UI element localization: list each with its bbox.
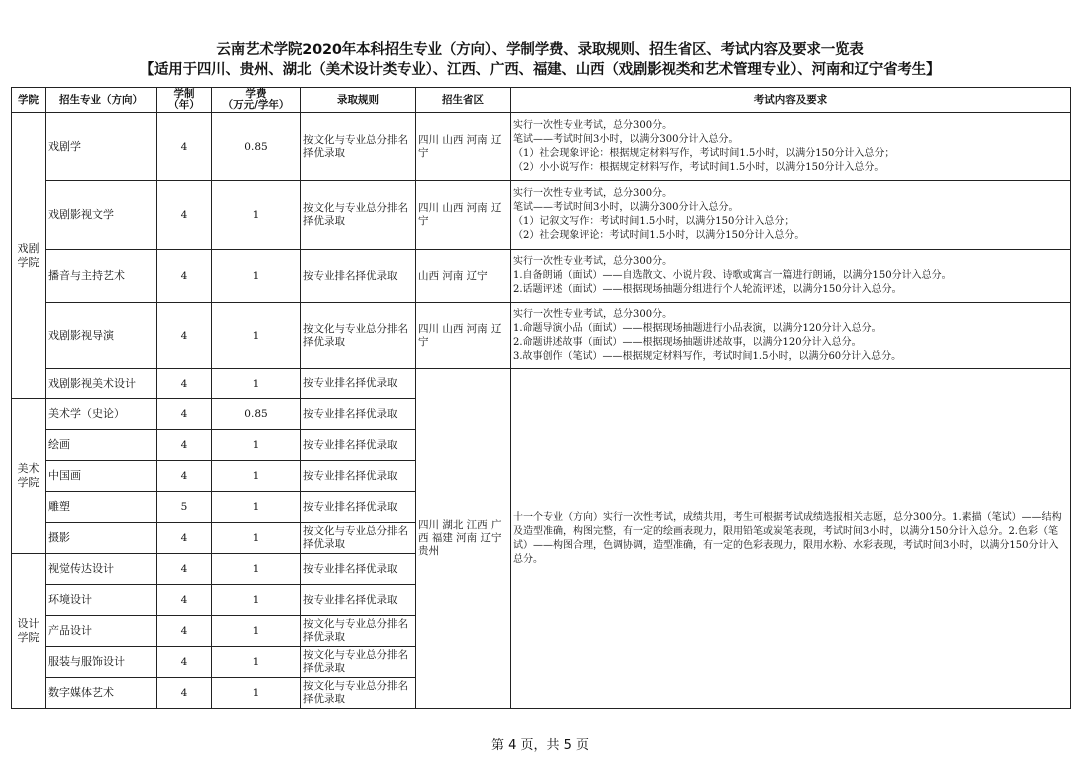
major-name: 数字媒体艺术 (46, 678, 157, 709)
study-years: 4 (157, 181, 212, 250)
shared-province-list: 四川 湖北 江西 广西 福建 河南 辽宁 贵州 (416, 369, 511, 709)
admission-rule: 按专业排名择优录取 (301, 250, 416, 303)
study-years: 4 (157, 616, 212, 647)
table-row (12, 369, 1071, 399)
major-name: 环境设计 (46, 585, 157, 616)
admission-rule: 按文化与专业总分排名择优录取 (301, 113, 416, 181)
admission-rule: 按文化与专业总分排名择优录取 (301, 303, 416, 369)
tuition-fee: 1 (212, 303, 301, 369)
header-province: 招生省区 (416, 88, 511, 113)
admission-rule: 按专业排名择优录取 (301, 399, 416, 430)
tuition-fee: 1 (212, 678, 301, 709)
table-row (12, 250, 1071, 303)
table-row (12, 181, 1071, 250)
study-years: 4 (157, 461, 212, 492)
exam-requirements: 实行一次性专业考试，总分300分。 1.命题导演小品（面试）——根据现场抽题进行小品表演，以满分120分计入总分。 2.命题讲述故事（面试）——根据现场抽题讲述故事，以满分120分计入总分。 3.故事创作（笔试）——根据规定材料写作，考试时间1.5小时，以满分60分计入总分。 (511, 303, 1071, 369)
tuition-fee: 1 (212, 492, 301, 523)
exam-requirements: 实行一次性专业考试，总分300分。 1.自备朗诵（面试）——自选散文、小说片段、诗歌或寓言一篇进行朗诵，以满分150分计入总分。 2.话题评述（面试）——根据现场抽题分组进行个人轮流评述，以满分150分计入总分。 (511, 250, 1071, 303)
admission-rule: 按专业排名择优录取 (301, 585, 416, 616)
admission-rule: 按文化与专业总分排名择优录取 (301, 181, 416, 250)
admission-rule: 按文化与专业总分排名择优录取 (301, 678, 416, 709)
tuition-fee: 0.85 (212, 399, 301, 430)
admission-rule: 按专业排名择优录取 (301, 461, 416, 492)
admission-rule: 按文化与专业总分排名择优录取 (301, 647, 416, 678)
major-name: 戏剧学 (46, 113, 157, 181)
header-rule: 录取规则 (301, 88, 416, 113)
table-header-row (12, 88, 1071, 113)
exam-requirements: 实行一次性专业考试，总分300分。 笔试——考试时间3小时，以满分300分计入总分。 （1）记叙文写作：考试时间1.5小时，以满分150分计入总分； （2）社会现象评论：考试时间1.5小时，以满分150分计入总分。 (511, 181, 1071, 250)
major-name: 摄影 (46, 523, 157, 554)
college-fine-arts: 美术学院 (12, 399, 46, 554)
title-line-1: 云南艺术学院2020年本科招生专业（方向）、学制学费、录取规则、招生省区、考试内容及要求一览表 (216, 42, 864, 58)
table-row (12, 113, 1071, 181)
header-years: 学制 （年） (157, 88, 212, 113)
header-fee: 学费 （万元/学年） (212, 88, 301, 113)
major-name: 戏剧影视美术设计 (46, 369, 157, 399)
study-years: 4 (157, 250, 212, 303)
tuition-fee: 1 (212, 585, 301, 616)
major-name: 播音与主持艺术 (46, 250, 157, 303)
tuition-fee: 0.85 (212, 113, 301, 181)
header-exam: 考试内容及要求 (511, 88, 1071, 113)
major-name: 中国画 (46, 461, 157, 492)
province-list: 四川 山西 河南 辽宁 (416, 113, 511, 181)
major-name: 视觉传达设计 (46, 554, 157, 585)
major-name: 服装与服饰设计 (46, 647, 157, 678)
admission-rule: 按文化与专业总分排名择优录取 (301, 616, 416, 647)
header-college: 学院 (12, 88, 46, 113)
college-drama: 戏剧学院 (12, 113, 46, 399)
study-years: 4 (157, 113, 212, 181)
study-years: 5 (157, 492, 212, 523)
major-name: 产品设计 (46, 616, 157, 647)
title-line-2: 【适用于四川、贵州、湖北（美术设计类专业）、江西、广西、福建、山西（戏剧影视类和艺术管理专业）、河南和辽宁省考生】 (139, 62, 941, 78)
major-name: 戏剧影视文学 (46, 181, 157, 250)
study-years: 4 (157, 430, 212, 461)
major-name: 雕塑 (46, 492, 157, 523)
exam-requirements: 实行一次性专业考试，总分300分。 笔试——考试时间3小时，以满分300分计入总分。 （1）社会现象评论：根据规定材料写作，考试时间1.5小时，以满分150分计入总分； （2）小小说写作：根据规定材料写作，考试时间1.5小时，以满分150分计入总分。 (511, 113, 1071, 181)
tuition-fee: 1 (212, 250, 301, 303)
tuition-fee: 1 (212, 647, 301, 678)
study-years: 4 (157, 554, 212, 585)
major-name: 戏剧影视导演 (46, 303, 157, 369)
study-years: 4 (157, 678, 212, 709)
table-row (12, 303, 1071, 369)
admission-rule: 按专业排名择优录取 (301, 430, 416, 461)
study-years: 4 (157, 369, 212, 399)
province-list: 四川 山西 河南 辽宁 (416, 303, 511, 369)
study-years: 4 (157, 585, 212, 616)
shared-exam-requirements: 十一个专业（方向）实行一次性考试，成绩共用，考生可根据考试成绩选报相关志愿，总分300分。1.素描（笔试）——结构及造型准确，构图完整，有一定的绘画表现力，限用铅笔或炭笔表现，考试时间3小时，以满分150分计入总分。2.色彩（笔试）——构图合理，色调协调，造型准确，有一定的色彩表现力，限用水粉、水彩表现，考试时间3小时，以满分150分计入总分。 (511, 369, 1071, 709)
province-list: 山西 河南 辽宁 (416, 250, 511, 303)
college-design: 设计学院 (12, 554, 46, 709)
header-major: 招生专业（方向） (46, 88, 157, 113)
tuition-fee: 1 (212, 523, 301, 554)
admission-rule: 按专业排名择优录取 (301, 554, 416, 585)
major-name: 美术学（史论） (46, 399, 157, 430)
tuition-fee: 1 (212, 430, 301, 461)
study-years: 4 (157, 303, 212, 369)
tuition-fee: 1 (212, 369, 301, 399)
study-years: 4 (157, 399, 212, 430)
admissions-table (11, 87, 1071, 709)
study-years: 4 (157, 647, 212, 678)
admission-rule: 按专业排名择优录取 (301, 369, 416, 399)
major-name: 绘画 (46, 430, 157, 461)
study-years: 4 (157, 523, 212, 554)
tuition-fee: 1 (212, 461, 301, 492)
page-number: 第 4 页，共 5 页 (490, 738, 590, 753)
province-list: 四川 山西 河南 辽宁 (416, 181, 511, 250)
document-title (0, 40, 1080, 80)
tuition-fee: 1 (212, 616, 301, 647)
tuition-fee: 1 (212, 181, 301, 250)
tuition-fee: 1 (212, 554, 301, 585)
admission-rule: 按专业排名择优录取 (301, 492, 416, 523)
admission-rule: 按文化与专业总分排名择优录取 (301, 523, 416, 554)
